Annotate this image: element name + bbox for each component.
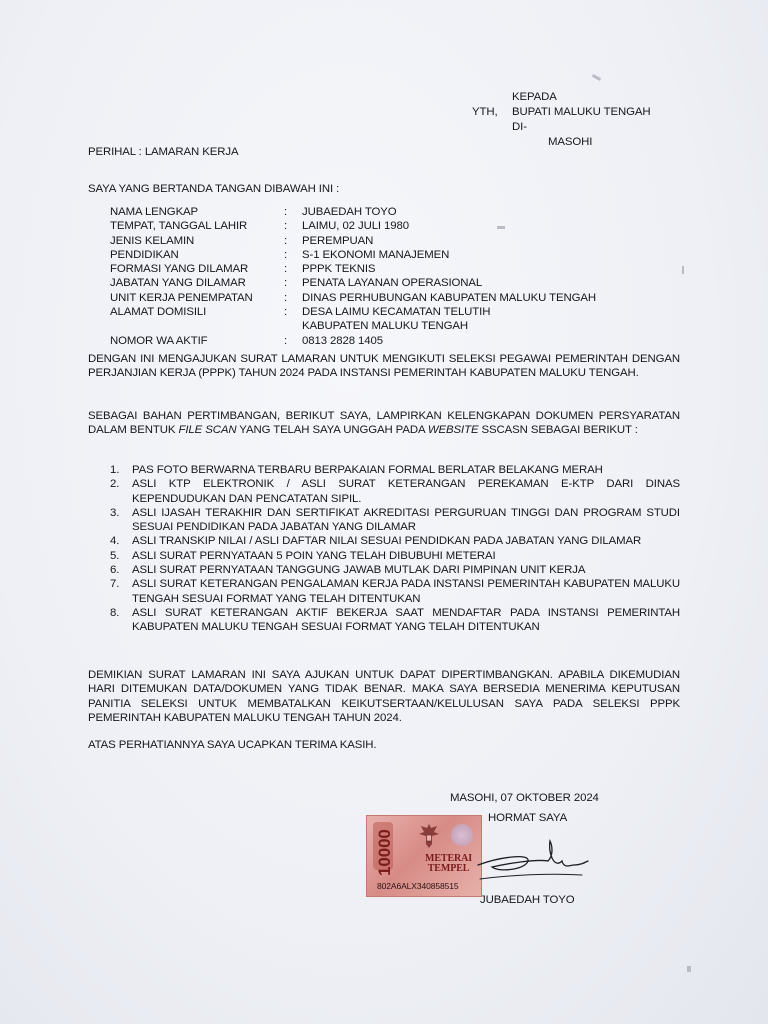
field-value: JUBAEDAH TOYO — [302, 206, 397, 218]
paragraph-attachments-italic1: FILE SCAN — [178, 424, 237, 437]
list-item-number: 4. — [110, 535, 120, 548]
field-label: TEMPAT, TANGGAL LAHIR — [110, 220, 248, 233]
stamp-value: 10000 — [375, 829, 394, 876]
field-value: 0813 2828 1405 — [302, 334, 383, 347]
stamp-label-line2: TEMPEL — [427, 863, 470, 874]
scan-speck — [497, 226, 505, 229]
list-item-number: 2. — [110, 478, 120, 491]
field-colon: : — [284, 334, 288, 347]
field-value: DESA LAIMU KECAMATAN TELUTIH — [302, 306, 491, 319]
list-item — [110, 563, 680, 577]
list-item-text: ASLI SURAT PERNYATAAN 5 POIN YANG TELAH DIBUBUHI METERAI — [132, 549, 496, 562]
paragraph-statement: DEMIKIAN SURAT LAMARAN INI SAYA AJUKAN UNTUK DAPAT DIPERTIMBANGKAN. APABILA DIKEMUDIAN HARI DITEMUKAN DATA/DOKUMEN YANG TIDAK BENAR. MAKA SAYA BERSEDIA MENERIMA KEPUTUSAN PANITIA SELEKSI UNTUK MEMBATALKAN KEIKUTSERTAAN/KELULUSAN SAYA PADA SELEKSI PPPK PEMERINTAH KABUPATEN MALUKU TENGAH TAHUN 2024. — [88, 669, 680, 724]
field-colon: : — [284, 248, 288, 261]
recipient-place: MASOHI — [548, 136, 593, 148]
field-value: KABUPATEN MALUKU TENGAH — [302, 320, 469, 333]
recipient-yth: YTH, — [472, 106, 498, 118]
field-value: PENATA LAYANAN OPERASIONAL — [302, 277, 483, 290]
field-value: PEREMPUAN — [302, 234, 374, 247]
list-item — [110, 577, 680, 606]
list-item-number: 8. — [110, 606, 120, 619]
attachment-list — [110, 463, 680, 635]
paragraph-attachments-italic2: WEBSITE — [427, 424, 479, 437]
scan-speck — [687, 966, 691, 972]
list-item-text: PAS FOTO BERWARNA TERBARU BERPAKAIAN FORMAL BERLATAR BELAKANG MERAH — [132, 464, 603, 476]
closing-line: ATAS PERHATIANNYA SAYA UCAPKAN TERIMA KASIH. — [88, 739, 377, 751]
recipient-block — [472, 90, 651, 148]
list-item — [110, 463, 680, 477]
list-item-text: ASLI SURAT PERNYATAAN TANGGUNG JAWAB MUTLAK DARI PIMPINAN UNIT KERJA — [132, 564, 586, 577]
list-item-text: ASLI SURAT KETERANGAN PENGALAMAN KERJA PADA INSTANSI PEMERINTAH KABUPATEN MALUKU TENGAH SESUAI FORMAT YANG TELAH DITENTUKAN — [132, 578, 680, 605]
list-item-number: 1. — [110, 464, 120, 476]
recipient-name: BUPATI MALUKU TENGAH — [512, 106, 651, 118]
scan-speck — [592, 74, 601, 81]
field-label: JENIS KELAMIN — [110, 234, 195, 247]
list-item — [110, 549, 680, 563]
list-item-number: 7. — [110, 578, 120, 591]
field-label: NOMOR WA AKTIF — [110, 334, 208, 347]
stamp-label — [425, 854, 472, 874]
field-label: FORMASI YANG DILAMAR — [110, 263, 249, 276]
list-item-text: ASLI KTP ELEKTRONIK / ASLI SURAT KETERANGAN PEREKAMAN E-KTP DARI DINAS KEPENDUDUKAN DAN PENCATATAN SIPIL. — [132, 478, 680, 505]
regards-text: HORMAT SAYA — [488, 812, 568, 824]
meterai-stamp — [366, 815, 482, 897]
recipient-kepada: KEPADA — [512, 91, 557, 103]
field-colon: : — [284, 234, 288, 247]
paragraph-attachments — [88, 409, 680, 438]
list-item-text: ASLI IJASAH TERAKHIR DAN SERTIFIKAT AKREDITASI PERGURUAN TINGGI DAN PROGRAM STUDI SESUAI PENDIDIKAN PADA JABATAN YANG DILAMAR — [132, 506, 680, 534]
paragraph-attachments-part1: SEBAGAI BAHAN PERTIMBANGAN, BERIKUT SAYA, LAMPIRKAN KELENGKAPAN DOKUMEN PERSYARATAN DALAM BENTUK — [88, 410, 680, 437]
scan-speck — [682, 266, 684, 274]
signer-name: JUBAEDAH TOYO — [480, 894, 575, 906]
field-colon: : — [284, 263, 288, 276]
field-label: JABATAN YANG DILAMAR — [110, 277, 246, 290]
field-value: S-1 EKONOMI MANAJEMEN — [302, 248, 450, 261]
field-label: PENDIDIKAN — [110, 248, 179, 261]
field-colon: : — [284, 306, 288, 319]
list-item-number: 6. — [110, 564, 120, 577]
field-colon: : — [284, 277, 288, 290]
paragraph-attachments-part3: SSCASN SEBAGAI BERIKUT : — [478, 424, 638, 437]
letter-subject: PERIHAL : LAMARAN KERJA — [88, 146, 239, 158]
list-item — [110, 477, 680, 506]
list-item — [110, 506, 680, 535]
list-item — [110, 534, 680, 548]
field-colon: : — [284, 220, 288, 233]
list-item-text: ASLI TRANSKIP NILAI / ASLI DAFTAR NILAI SESUAI PENDIDKAN PADA JABATAN YANG DILAMAR — [132, 535, 642, 548]
place-date: MASOHI, 07 OKTOBER 2024 — [450, 792, 599, 804]
field-value: PPPK TEKNIS — [302, 263, 376, 276]
handwritten-signature — [470, 835, 590, 890]
paragraph-application: DENGAN INI MENGAJUKAN SURAT LAMARAN UNTUK MENGIKUTI SELEKSI PEGAWAI PEMERINTAH DENGAN PERJANJIAN KERJA (PPPK) TAHUN 2024 PADA INSTANSI PEMERINTAH KABUPATEN MALUKU TENGAH. — [88, 353, 680, 380]
recipient-di: DI- — [512, 121, 527, 133]
paragraph-attachments-part2: YANG TELAH SAYA UNGGAH PADA — [236, 424, 428, 437]
field-label: ALAMAT DOMISILI — [110, 306, 207, 319]
field-value: DINAS PERHUBUNGAN KABUPATEN MALUKU TENGAH — [302, 291, 597, 304]
garuda-emblem-icon — [417, 822, 441, 850]
stamp-label-line1: METERAI — [425, 853, 473, 864]
field-label: NAMA LENGKAP — [110, 206, 199, 218]
field-colon: : — [284, 206, 288, 218]
list-item-text: ASLI SURAT KETERANGAN AKTIF BEKERJA SAAT MENDAFTAR PADA INSTANSI PEMERINTAH KABUPATEN MALUKU TENGAH SESUAI FORMAT YANG TELAH DITENTUKAN — [132, 606, 680, 634]
stamp-serial: 802A6ALX340858515 — [377, 881, 459, 891]
list-item-number: 5. — [110, 549, 120, 562]
field-label: UNIT KERJA PENEMPATAN — [110, 291, 253, 304]
field-value: LAIMU, 02 JULI 1980 — [302, 220, 410, 233]
field-colon: : — [284, 291, 288, 304]
list-item-number: 3. — [110, 506, 120, 519]
list-item — [110, 606, 680, 635]
letter-intro: SAYA YANG BERTANDA TANGAN DIBAWAH INI : — [88, 183, 340, 195]
